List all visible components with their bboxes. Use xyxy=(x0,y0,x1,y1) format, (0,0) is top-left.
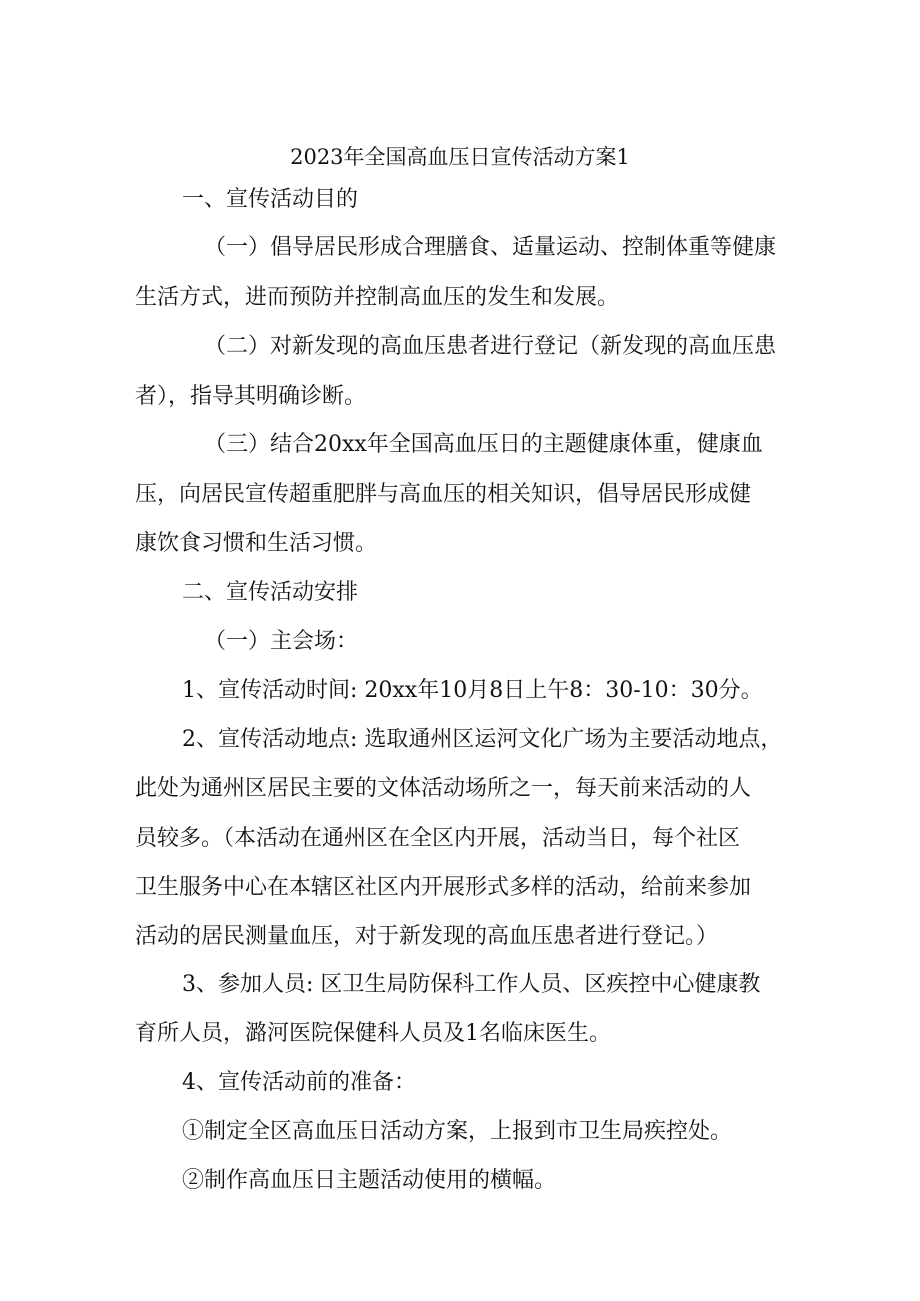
paragraph-line: 4、宣传活动前的准备： xyxy=(182,1070,416,1095)
paragraph-line: 活动的居民测量血压，对于新发现的高血压患者进行登记。） xyxy=(135,924,719,949)
list-item: ②制作高血压日主题活动使用的横幅。 xyxy=(182,1168,557,1193)
paragraph-line: 康饮食习惯和生活习惯。 xyxy=(135,531,378,556)
section-heading-purpose: 一、宣传活动目的 xyxy=(182,187,359,212)
section-heading-arrangement: 二、宣传活动安排 xyxy=(182,580,359,605)
paragraph-line: 此处为通州区居民主要的文体活动场所之一，每天前来活动的人 xyxy=(135,776,752,801)
paragraph-line: 1、宣传活动时间: 20xx年10月8日上午8：30-10：30分。 xyxy=(182,678,763,703)
paragraph-line: （二）对新发现的高血压患者进行登记（新发现的高血压患 xyxy=(204,334,777,359)
list-item: ①制定全区高血压日活动方案，上报到市卫生局疾控处。 xyxy=(182,1119,733,1144)
paragraph-line: 生活方式，进而预防并控制高血压的发生和发展。 xyxy=(135,285,620,310)
paragraph-line: 3、参加人员: 区卫生局防保科工作人员、区疾控中心健康教 xyxy=(182,972,761,997)
paragraph-line: 者），指导其明确诊断。 xyxy=(135,384,367,409)
paragraph-line: 员较多。（本活动在通州区在全区内开展，活动当日，每个社区 xyxy=(135,826,741,851)
paragraph-line: （三）结合20xx年全国高血压日的主题健康体重，健康血 xyxy=(204,432,763,457)
paragraph-line: （一）倡导居民形成合理膳食、适量运动、控制体重等健康 xyxy=(204,235,777,260)
paragraph-line: 2、宣传活动地点: 选取通州区运河文化广场为主要活动地点， xyxy=(182,727,783,752)
document-title: 2023年全国高血压日宣传活动方案1 xyxy=(290,145,630,169)
subsection-heading-main-venue: （一）主会场： xyxy=(204,629,359,654)
paragraph-line: 卫生服务中心在本辖区社区内开展形式多样的活动，给前来参加 xyxy=(135,875,752,900)
paragraph-line: 育所人员，潞河医院保健科人员及1名临床医生。 xyxy=(135,1021,611,1046)
paragraph-line: 压，向居民宣传超重肥胖与高血压的相关知识，倡导居民形成健 xyxy=(135,482,752,507)
